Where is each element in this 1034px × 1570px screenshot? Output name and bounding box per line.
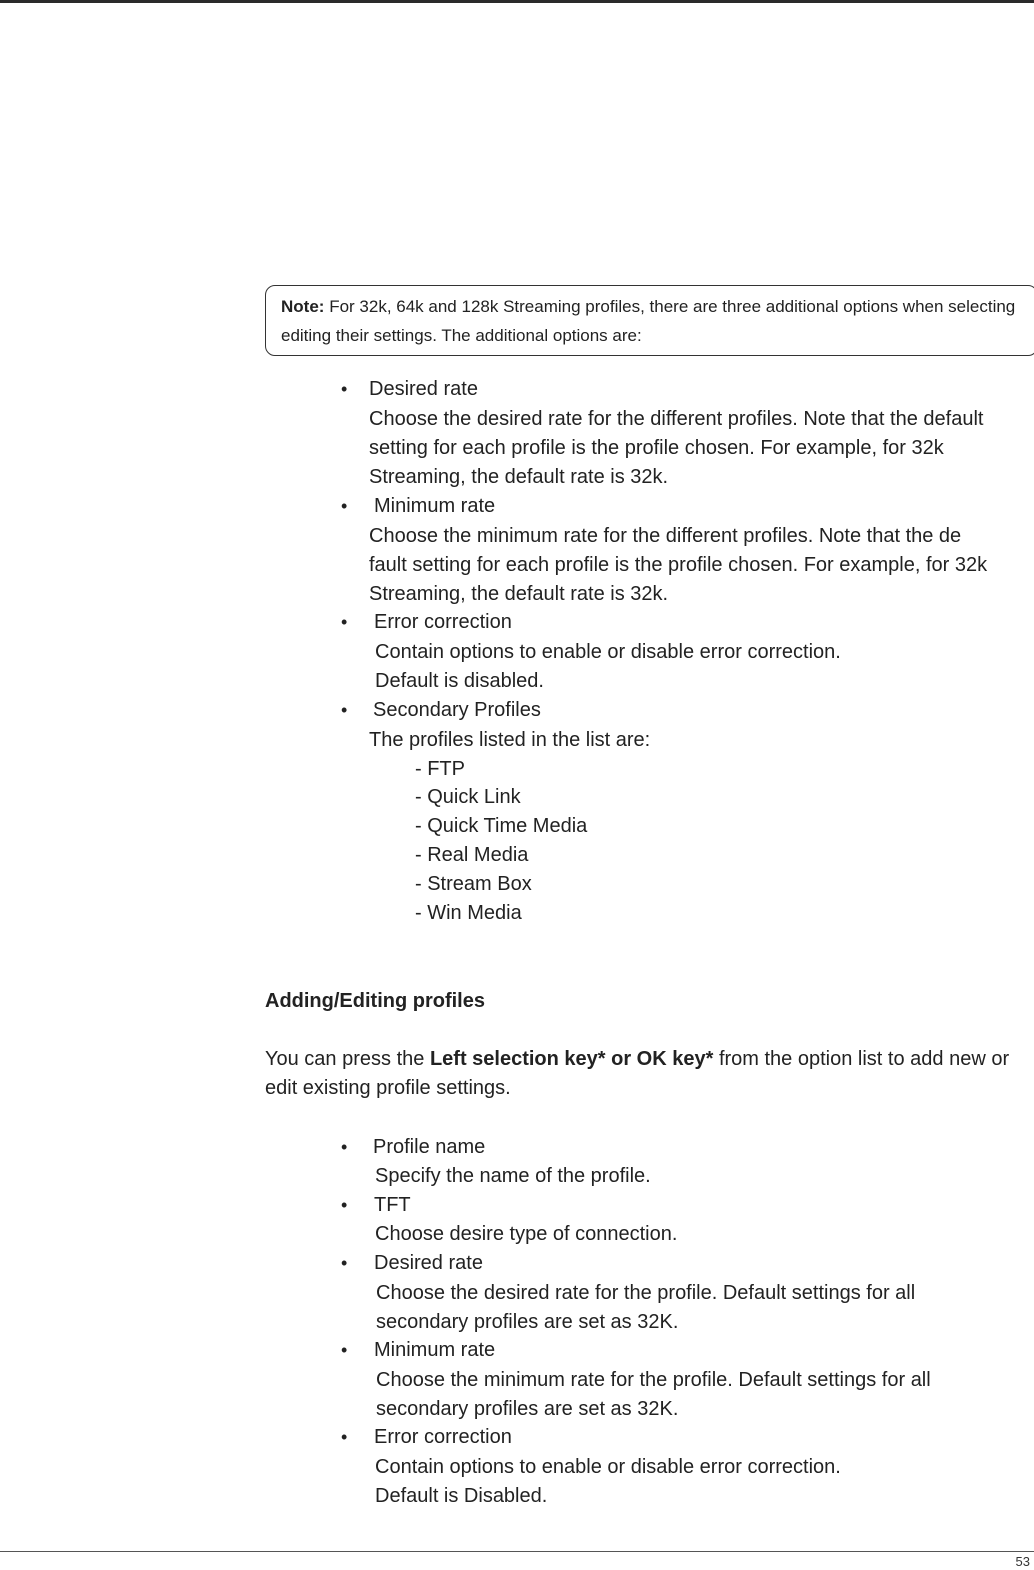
bottom-rule <box>0 1551 1034 1552</box>
field-desc-line: Choose the minimum rate for the profile. Default settings for all <box>376 1369 931 1391</box>
secondary-profile-item: - Stream Box <box>415 873 532 895</box>
option-desc-line: Default is disabled. <box>375 670 544 692</box>
field-title-profile-name: Profile name <box>373 1136 486 1158</box>
option-title-minimum-rate: Minimum rate <box>374 495 496 517</box>
bullet: • <box>341 496 348 516</box>
field-desc-line: Default is Disabled. <box>375 1485 548 1507</box>
secondary-profile-item: - FTP <box>415 758 465 780</box>
field-title-desired-rate: Desired rate <box>374 1252 483 1274</box>
field-title-tft: TFT <box>374 1194 411 1216</box>
intro-text-after: from the option list to add new or edit existing profile settings. <box>265 1048 1010 1099</box>
option-desc-line: Choose the minimum rate for the different profiles. Note that the de <box>369 525 962 547</box>
top-rule <box>0 0 1034 3</box>
field-desc-line: secondary profiles are set as 32K. <box>376 1398 679 1420</box>
secondary-profile-item: - Quick Link <box>415 786 521 808</box>
bullet: • <box>341 1253 348 1273</box>
bullet: • <box>341 379 348 399</box>
field-desc-line: Choose the desired rate for the profile. Default settings for all <box>376 1282 916 1304</box>
section-heading: Adding/Editing profiles <box>265 990 485 1012</box>
option-desc-line: setting for each profile is the profile chosen. For example, for 32k <box>369 437 944 459</box>
bullet: • <box>341 700 348 720</box>
option-desc-line: Choose the desired rate for the different profiles. Note that the default <box>369 408 984 430</box>
field-desc-line: secondary profiles are set as 32K. <box>376 1311 679 1333</box>
option-title-secondary-profiles: Secondary Profiles <box>373 699 541 721</box>
intro-text-before: You can press the <box>265 1048 430 1070</box>
intro-key-names: Left selection key* or OK key* <box>429 1048 714 1070</box>
note-text: For 32k, 64k and 128k Streaming profiles, there are three additional options when selecting editing their settings. The additional options are: <box>281 297 1016 345</box>
option-title-desired-rate: Desired rate <box>369 378 478 400</box>
option-title-error-correction: Error correction <box>374 611 512 633</box>
secondary-profile-item: - Quick Time Media <box>415 815 588 837</box>
section-intro <box>265 1045 1025 1103</box>
option-desc-line: fault setting for each profile is the profile chosen. For example, for 32k <box>369 554 988 576</box>
secondary-profile-item: - Real Media <box>415 844 529 866</box>
option-desc-line: The profiles listed in the list are: <box>369 729 651 751</box>
note-box <box>265 285 1034 356</box>
secondary-profile-item: - Win Media <box>415 902 522 924</box>
bullet: • <box>341 1137 348 1157</box>
bullet: • <box>341 1195 348 1215</box>
option-desc-line: Streaming, the default rate is 32k. <box>369 583 669 605</box>
bullet: • <box>341 612 348 632</box>
field-title-minimum-rate: Minimum rate <box>374 1339 496 1361</box>
option-desc-line: Contain options to enable or disable error correction. <box>375 641 841 663</box>
field-desc-line: Choose desire type of connection. <box>375 1223 678 1245</box>
option-desc-line: Streaming, the default rate is 32k. <box>369 466 669 488</box>
field-desc-line: Contain options to enable or disable error correction. <box>375 1456 841 1478</box>
bullet: • <box>341 1427 348 1447</box>
page-number: 53 <box>1015 1554 1030 1569</box>
note-label: Note: <box>281 297 325 316</box>
field-desc-line: Specify the name of the profile. <box>375 1165 651 1187</box>
bullet: • <box>341 1340 348 1360</box>
field-title-error-correction: Error correction <box>374 1426 512 1448</box>
